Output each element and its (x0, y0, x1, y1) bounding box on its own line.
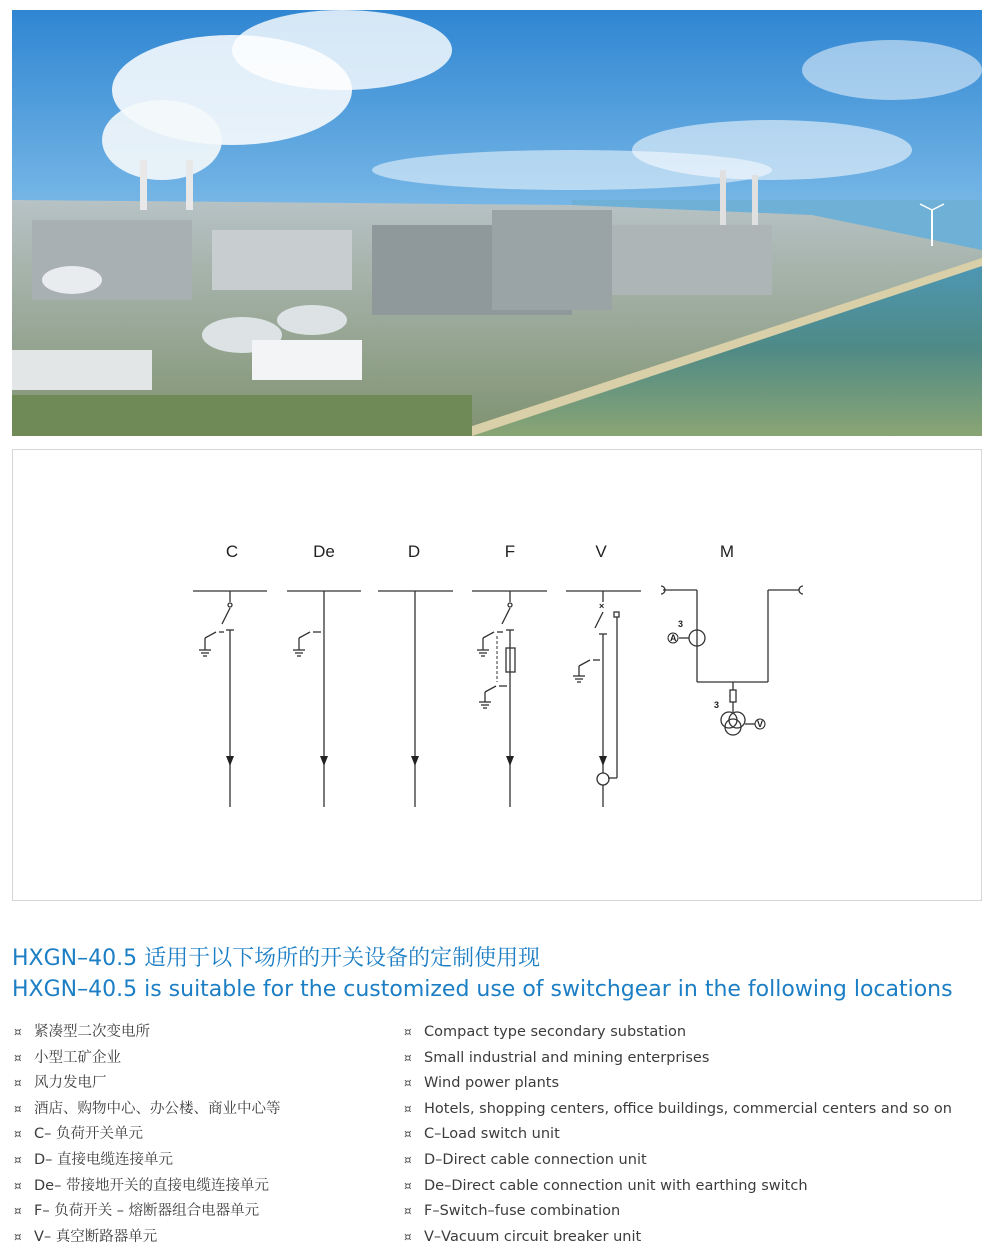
ammeter-label: A (670, 633, 677, 643)
list-item: ¤ D–Direct cable connection unit (404, 1148, 952, 1174)
list-item: ¤ F–Switch–fuse combination (404, 1199, 952, 1225)
single-line-diagram-panel (12, 449, 982, 901)
list-item: ¤ 酒店、购物中心、办公楼、商业中心等 (14, 1097, 281, 1123)
ct-count-label: 3 (678, 619, 684, 629)
list-item: ¤ Hotels, shopping centers, office buildings, commercial centers and so on (404, 1097, 952, 1123)
bullet-icon: ¤ (14, 1076, 22, 1091)
list-item: ¤ De– 带接地开关的直接电缆连接单元 (14, 1174, 281, 1200)
bullet-icon: ¤ (404, 1127, 412, 1142)
bullet-icon: ¤ (14, 1204, 22, 1219)
bullet-icon: ¤ (14, 1229, 22, 1244)
unit-c-symbol (193, 591, 267, 807)
bullet-icon: ¤ (14, 1101, 22, 1116)
list-item: ¤ 紧凑型二次变电所 (14, 1020, 281, 1046)
heading-zh: HXGN–40.5 适用于以下场所的开关设备的定制使用现 (12, 946, 541, 971)
bullet-icon: ¤ (404, 1076, 412, 1091)
svg-text:×: × (599, 601, 605, 611)
list-item: ¤ V–Vacuum circuit breaker unit (404, 1225, 952, 1251)
unit-label-v: V (595, 542, 607, 561)
application-list-en (404, 1020, 952, 1250)
unit-label-f: F (504, 542, 516, 561)
bullet-icon: ¤ (14, 1152, 22, 1167)
section-heading (12, 944, 953, 1006)
vt-count-label: 3 (714, 700, 720, 710)
industrial-plant-photo (12, 10, 982, 436)
list-item: ¤ De–Direct cable connection unit with earthing switch (404, 1174, 952, 1200)
unit-de-symbol (287, 591, 361, 807)
voltmeter-label: V (757, 719, 764, 729)
unit-label-d: D (407, 542, 421, 561)
bullet-icon: ¤ (14, 1050, 22, 1065)
bullet-icon: ¤ (404, 1152, 412, 1167)
list-item: ¤ C–Load switch unit (404, 1122, 952, 1148)
unit-label-c: C (225, 542, 239, 561)
unit-v-symbol (566, 591, 641, 807)
list-item: ¤ D– 直接电缆连接单元 (14, 1148, 281, 1174)
unit-d-symbol (378, 591, 453, 807)
bullet-icon: ¤ (14, 1025, 22, 1039)
list-item: ¤ C– 负荷开关单元 (14, 1122, 281, 1148)
bullet-icon: ¤ (14, 1178, 22, 1193)
list-item: ¤ F– 负荷开关 – 熔断器组合电器单元 (14, 1199, 281, 1225)
bullet-icon: ¤ (404, 1178, 412, 1193)
bullet-icon: ¤ (404, 1025, 412, 1039)
list-item: ¤ 风力发电厂 (14, 1071, 281, 1097)
unit-label-m: M (719, 542, 735, 561)
heading-en: HXGN–40.5 is suitable for the customized use of switchgear in the following locations (12, 977, 953, 1002)
bullet-icon: ¤ (404, 1229, 412, 1244)
list-item: ¤ V– 真空断路器单元 (14, 1225, 281, 1251)
list-item: ¤ 小型工矿企业 (14, 1046, 281, 1072)
application-list-zh (14, 1020, 281, 1250)
bullet-icon: ¤ (404, 1101, 412, 1116)
list-item: ¤ Compact type secondary substation (404, 1020, 952, 1046)
unit-m-symbol (661, 586, 803, 735)
bullet-icon: ¤ (404, 1204, 412, 1219)
list-item: ¤ Small industrial and mining enterprises (404, 1046, 952, 1072)
list-item: ¤ Wind power plants (404, 1071, 952, 1097)
bullet-icon: ¤ (404, 1050, 412, 1065)
unit-f-symbol (472, 591, 547, 807)
bullet-icon: ¤ (14, 1127, 22, 1142)
unit-label-de: De (313, 542, 335, 561)
